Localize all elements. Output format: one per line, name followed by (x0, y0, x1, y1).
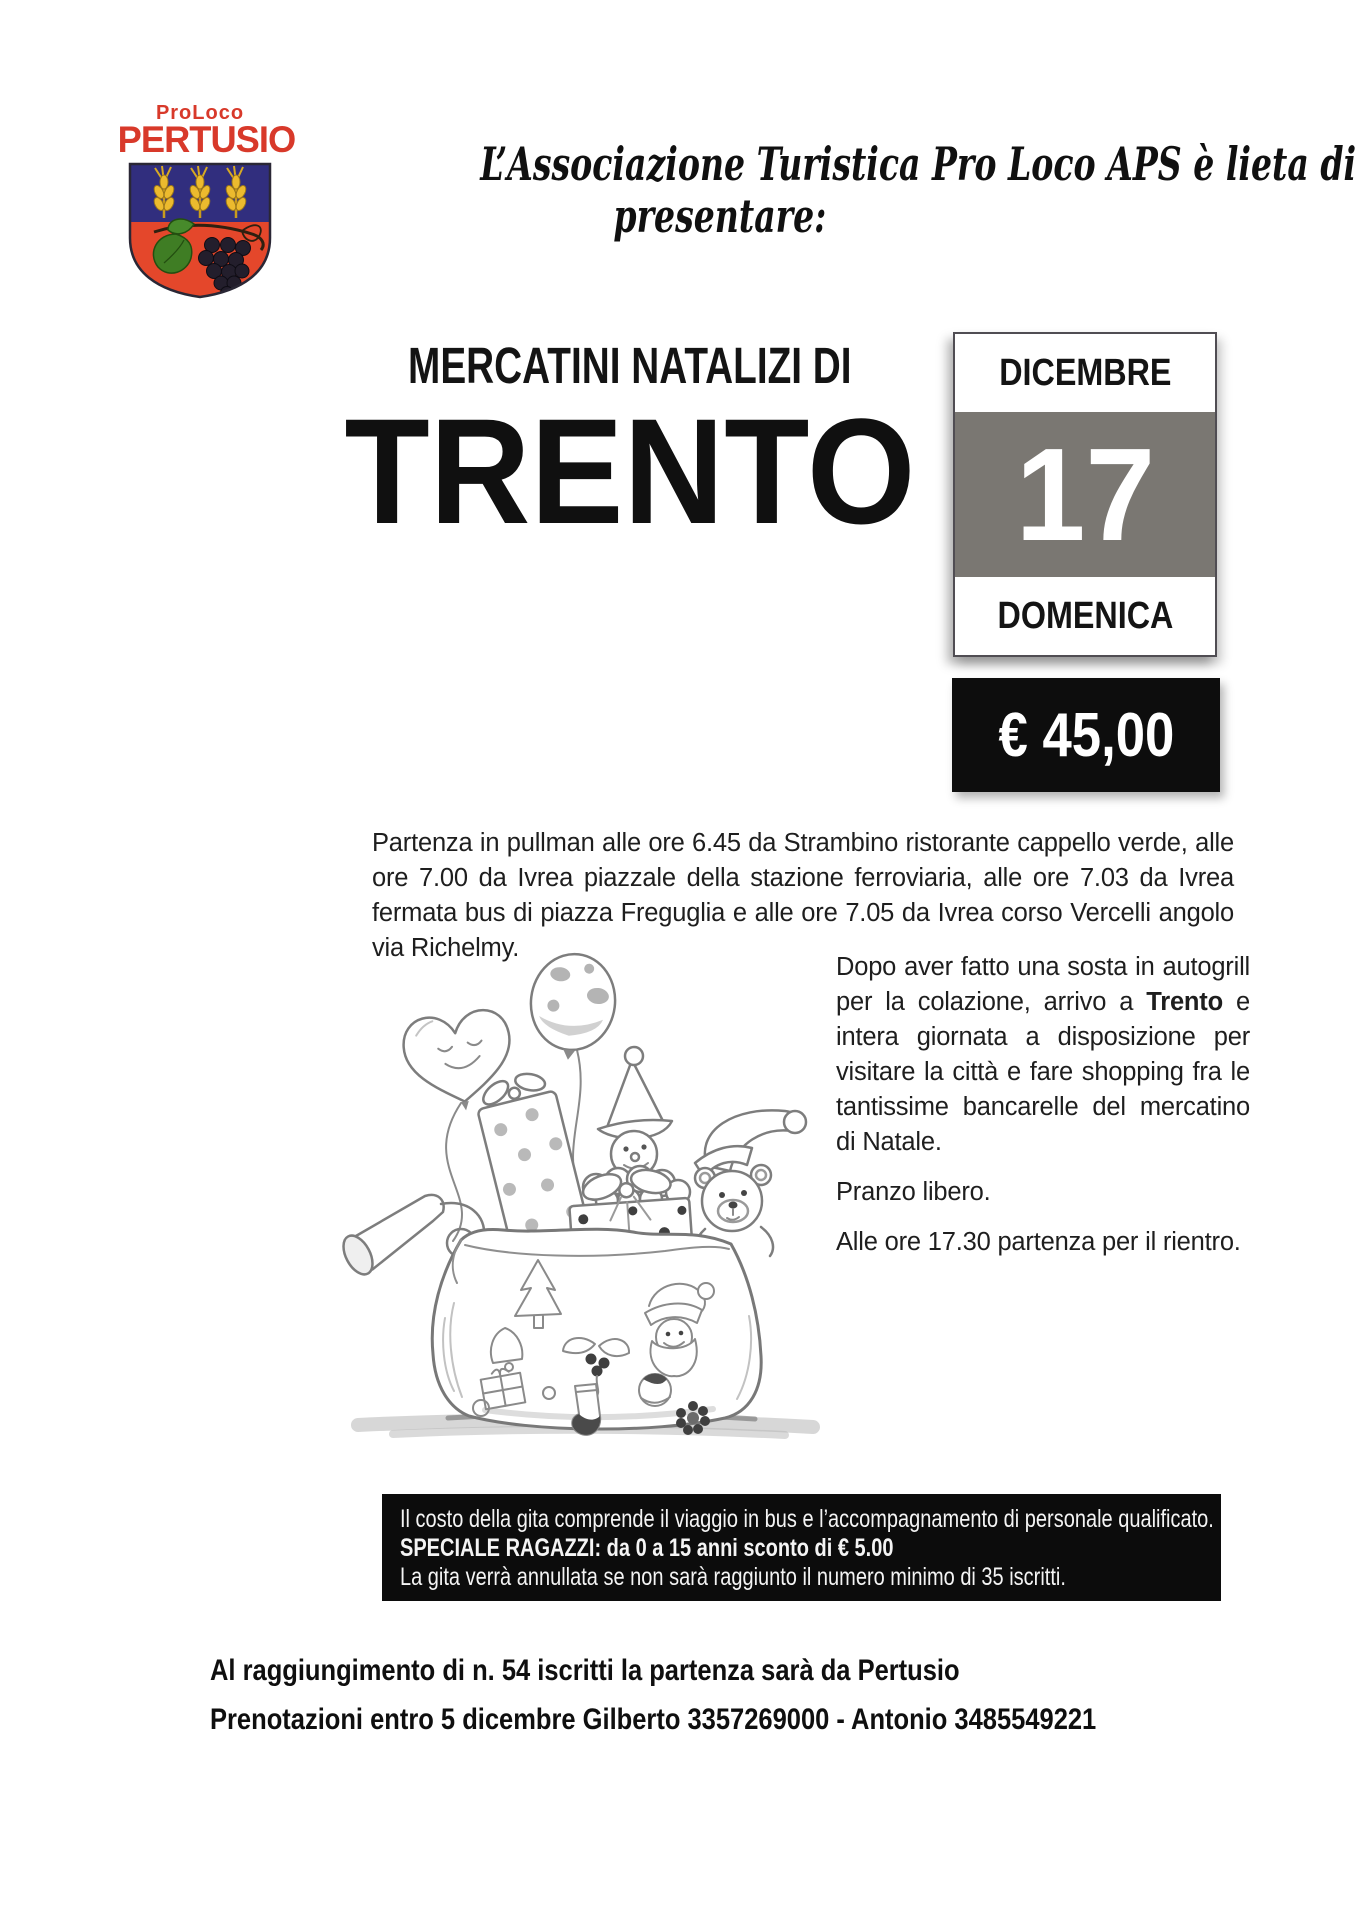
logo-name-text: PERTUSIO (117, 119, 296, 160)
christmas-sack-illustration (333, 938, 833, 1463)
heart-balloon-icon (400, 1007, 519, 1118)
program-paragraph-3: Alle ore 17.30 partenza per il rientro. (836, 1228, 1241, 1256)
page-title: TRENTO (344, 387, 916, 555)
calendar-month: DICEMBRE (998, 351, 1172, 394)
calendar-day: 17 (955, 412, 1215, 577)
conditions-line-1: Il costo della gita comprende il viaggio in bus e l’accompagnamento di personale qualificato. (400, 1505, 1214, 1533)
sack-icon (432, 1229, 761, 1435)
round-balloon-icon (524, 949, 620, 1064)
departure-paragraph: Partenza in pullman alle ore 6.45 da Strambino ristorante cappello verde, alle ore 7.00 da Ivrea piazzale della stazione ferroviaria, alle ore 7.03 da Ivrea fermata bus di piazza Freguglia e alle ore 7.05 da Ivrea corso Vercelli angolo via Richelmy. (372, 829, 1234, 962)
footer-line-1: Al raggiungimento di n. 54 iscritti la partenza sarà da Pertusio (210, 1654, 960, 1687)
trento-bold: Trento (1146, 988, 1223, 1016)
header-line1: L’Associazione Turistica Pro Loco APS è lieta di (480, 137, 1357, 191)
program-paragraphs (836, 950, 1250, 1275)
conditions-line-2: SPECIALE RAGAZZI: da 0 a 15 anni sconto di € 5.00 (400, 1534, 894, 1562)
conditions-line-3: La gita verrà annullata se non sarà raggiunto il numero minimo di 35 iscritti. (400, 1563, 1066, 1591)
program-paragraph-2: Pranzo libero. (836, 1178, 991, 1206)
ball-icon (639, 1374, 671, 1406)
pertusio-crest-icon (124, 160, 276, 302)
footer-line-2: Prenotazioni entro 5 dicembre Gilberto 3357269000 - Antonio 3485549221 (210, 1703, 1097, 1736)
title-kicker: MERCATINI NATALIZI DI (408, 337, 852, 394)
program-paragraph-1: Dopo aver fatto una sosta in autogrill per la colazione, arrivo a Trento e intera giornata a disposizione per visitare la città e fare shopping fra le tantissime bancarelle del mercatino di Natale. (836, 953, 1250, 1156)
trip-conditions-box (382, 1494, 1221, 1601)
pro-loco-logo (116, 102, 296, 302)
presentation-header (310, 137, 1357, 243)
calendar-date-box (953, 332, 1217, 657)
booking-info (210, 1646, 1310, 1744)
header-line2: presentare: (613, 189, 827, 243)
christmas-sack-toys-sketch-icon (333, 938, 833, 1463)
calendar-weekday: DOMENICA (997, 594, 1173, 637)
price-badge: € 45,00 (952, 678, 1220, 792)
logo-org-text: ProLoco (155, 102, 245, 124)
